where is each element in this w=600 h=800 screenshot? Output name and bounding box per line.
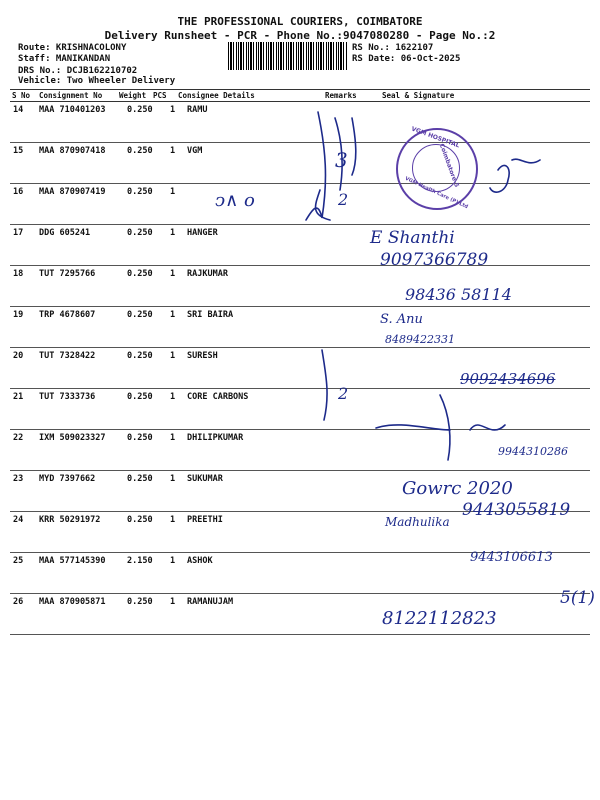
cell-consignment: MAA 870905871 <box>39 597 106 607</box>
stamp-unit: VGM Health Care (P) Ltd <box>403 175 469 211</box>
cell-consignment: TUT 7328422 <box>39 351 96 361</box>
cell-sno: 20 <box>13 351 24 361</box>
cell-consignee: VGM <box>187 146 203 156</box>
cell-weight: 0.250 <box>127 392 153 402</box>
hw-r19-phone: 8489422331 <box>385 333 455 346</box>
cell-consignment: MAA 577145390 <box>39 556 106 566</box>
col-sno: S No <box>12 91 31 100</box>
cell-consignee: CORE CARBONS <box>187 392 249 402</box>
cell-consignment: MAA 870907419 <box>39 187 106 197</box>
cell-consignment: TUT 7295766 <box>39 269 96 279</box>
staff-label: Staff: MANIKANDAN <box>18 54 111 64</box>
cell-sno: 14 <box>13 105 24 115</box>
cell-pcs: 1 <box>170 105 176 115</box>
cell-weight: 0.250 <box>127 228 153 238</box>
cell-sno: 26 <box>13 597 24 607</box>
cell-sno: 25 <box>13 556 24 566</box>
cell-consignee: RAMU <box>187 105 208 115</box>
hw-r17-phone: 9097366789 <box>380 250 489 270</box>
col-pcs: PCS <box>153 91 167 100</box>
cell-pcs: 1 <box>170 146 176 156</box>
cell-pcs: 1 <box>170 433 176 443</box>
cell-pcs: 1 <box>170 228 176 238</box>
cell-sno: 18 <box>13 269 24 279</box>
cell-consignment: MYD 7397662 <box>39 474 96 484</box>
cell-weight: 0.250 <box>127 187 153 197</box>
cell-consignee: SUKUMAR <box>187 474 223 484</box>
cell-consignee: SRI BAIRA <box>187 310 234 320</box>
runsheet-subtitle: Delivery Runsheet - PCR - Phone No.:9047080280 - Page No.:2 <box>104 29 496 42</box>
cell-consignment: DDG 605241 <box>39 228 91 238</box>
cell-consignment: IXM 509023327 <box>39 433 106 443</box>
rs-no-label: RS No.: 1622107 <box>352 43 434 53</box>
cell-consignee: HANGER <box>187 228 218 238</box>
cell-pcs: 1 <box>170 392 176 402</box>
cell-weight: 0.250 <box>127 474 153 484</box>
cell-pcs: 1 <box>170 351 176 361</box>
cell-weight: 0.250 <box>127 310 153 320</box>
cell-consignment: MAA 710401203 <box>39 105 106 115</box>
cell-consignee: RAJKUMAR <box>187 269 228 279</box>
cell-sno: 16 <box>13 187 24 197</box>
stamp-org: VGM HOSPITAL <box>410 125 461 150</box>
drs-label: DRS No.: DCJB162210702 <box>18 66 138 76</box>
cell-sno: 22 <box>13 433 24 443</box>
hw-r19-sig: S. Anu <box>380 312 423 327</box>
col-remarks: Remarks <box>325 91 357 100</box>
hw-r21-remark: 2 <box>338 384 349 403</box>
cell-pcs: 1 <box>170 310 176 320</box>
cell-consignment: KRR 50291972 <box>39 515 101 525</box>
cell-sno: 21 <box>13 392 24 402</box>
cell-consignee: RAMANUJAM <box>187 597 234 607</box>
cell-sno: 24 <box>13 515 24 525</box>
hw-r17-name: E Shanthi <box>370 228 455 248</box>
cell-consignment: MAA 870907418 <box>39 146 106 156</box>
hw-r26-phone: 8122112823 <box>382 608 497 629</box>
hw-r16-remark: 2 <box>338 190 349 209</box>
cell-consignee: PREETHI <box>187 515 223 525</box>
cell-weight: 0.250 <box>127 146 153 156</box>
cell-sno: 19 <box>13 310 24 320</box>
hw-r24-phone: 9443055819 <box>462 500 571 520</box>
cell-sno: 23 <box>13 474 24 484</box>
hw-r15-remark: 3 <box>335 148 348 172</box>
cell-weight: 0.250 <box>127 269 153 279</box>
vehicle-label: Vehicle: Two Wheeler Delivery <box>18 76 176 86</box>
col-seal: Seal & Signature <box>382 91 455 100</box>
cell-weight: 0.250 <box>127 351 153 361</box>
cell-pcs: 1 <box>170 474 176 484</box>
hw-r23-name: Gowrc 2020 <box>402 478 513 499</box>
cell-sno: 17 <box>13 228 24 238</box>
cell-pcs: 1 <box>170 515 176 525</box>
company-title: THE PROFESSIONAL COURIERS, COIMBATORE <box>177 15 423 28</box>
hw-r20-phone: 9092434696 <box>460 370 556 388</box>
route-label: Route: KRISHNACOLONY <box>18 43 127 53</box>
cell-weight: 0.250 <box>127 597 153 607</box>
cell-consignee: DHILIPKUMAR <box>187 433 244 443</box>
cell-consignee: ASHOK <box>187 556 213 566</box>
hw-r24-name: Madhulika <box>385 515 450 529</box>
col-consignee: Consignee Details <box>178 91 255 100</box>
hw-r18-phone: 98436 58114 <box>405 285 512 304</box>
cell-weight: 0.250 <box>127 433 153 443</box>
hw-r22-phone: 9944310286 <box>498 445 568 458</box>
vgm-hospital-stamp <box>396 125 478 211</box>
cell-sno: 15 <box>13 146 24 156</box>
hw-r26-mark: 5(1) <box>560 588 595 608</box>
col-consignment: Consignment No <box>39 91 103 100</box>
cell-consignee: SURESH <box>187 351 218 361</box>
cell-consignment: TRP 4678607 <box>39 310 96 320</box>
cell-pcs: 1 <box>170 556 176 566</box>
cell-pcs: 1 <box>170 187 176 197</box>
cell-weight: 2.150 <box>127 556 153 566</box>
rs-date-label: RS Date: 06-Oct-2025 <box>352 54 461 64</box>
cell-weight: 0.250 <box>127 105 153 115</box>
cell-pcs: 1 <box>170 597 176 607</box>
cell-weight: 0.250 <box>127 515 153 525</box>
stamp-city: Coimbatore-5 <box>437 142 461 189</box>
hw-r16-note: ↄ∧ o <box>215 190 255 211</box>
hw-r25-phone: 9443106613 <box>470 550 553 565</box>
cell-consignment: TUT 7333736 <box>39 392 96 402</box>
cell-pcs: 1 <box>170 269 176 279</box>
col-weight: Weight <box>119 91 147 100</box>
